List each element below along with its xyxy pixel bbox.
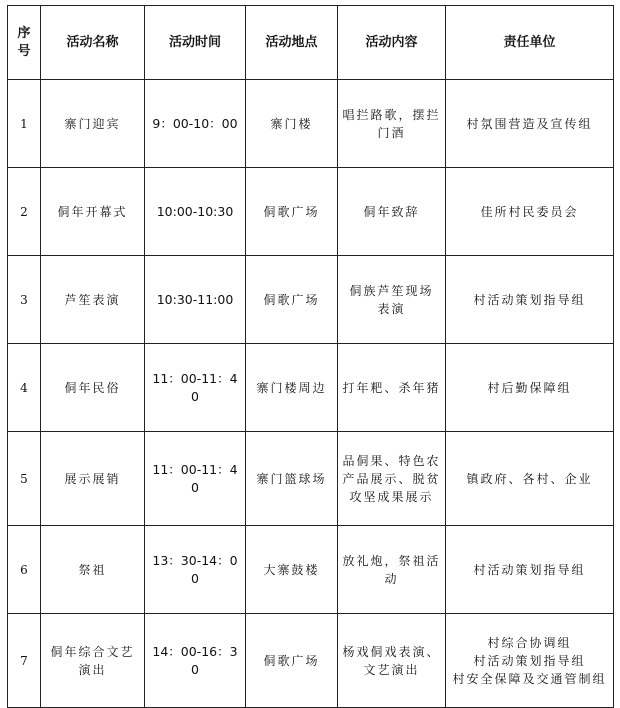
cell-responsible-unit-line: 村后勤保障组 [487, 380, 572, 395]
table-row [8, 80, 614, 168]
cell-responsible-unit [446, 80, 614, 168]
header-place: 活动地点 [246, 6, 338, 80]
cell-responsible-unit-line: 镇政府、各村、企业 [466, 471, 593, 486]
cell-activity-place: 侗歌广场 [246, 256, 338, 344]
table-row [8, 432, 614, 526]
cell-responsible-unit-line: 佳所村民委员会 [480, 204, 579, 219]
cell-activity-time: 11：00-11：40 [145, 432, 246, 526]
cell-no: 6 [8, 526, 41, 614]
cell-no: 2 [8, 168, 41, 256]
cell-activity-time: 10:00-10:30 [145, 168, 246, 256]
cell-responsible-unit [446, 344, 614, 432]
cell-responsible-unit-line: 村活动策划指导组 [473, 562, 586, 577]
cell-activity-content-line: 品侗果、特色农 [342, 453, 441, 468]
table-row [8, 526, 614, 614]
cell-activity-content-line: 表演 [377, 301, 406, 316]
cell-responsible-unit-line: 村氛围营造及宣传组 [466, 116, 593, 131]
cell-activity-content-line: 唱拦路歌，摆拦 [342, 107, 441, 122]
cell-no: 7 [8, 614, 41, 708]
cell-activity-name: 展示展销 [41, 432, 145, 526]
cell-activity-place: 寨门篮球场 [246, 432, 338, 526]
cell-activity-name: 侗年开幕式 [41, 168, 145, 256]
cell-activity-time: 14：00-16：30 [145, 614, 246, 708]
cell-responsible-unit [446, 168, 614, 256]
table-header-row [8, 6, 614, 80]
cell-activity-content-line: 放礼炮，祭祖活 [342, 553, 441, 568]
cell-activity-content [338, 526, 446, 614]
cell-responsible-unit-line: 村安全保障及交通管制组 [452, 671, 607, 686]
cell-activity-content-line: 动 [384, 571, 399, 586]
table-row [8, 256, 614, 344]
cell-activity-content [338, 80, 446, 168]
cell-activity-place: 寨门楼 [246, 80, 338, 168]
cell-activity-name: 祭祖 [41, 526, 145, 614]
header-time: 活动时间 [145, 6, 246, 80]
cell-responsible-unit [446, 256, 614, 344]
cell-activity-place: 寨门楼周边 [246, 344, 338, 432]
cell-activity-name: 侗年综合文艺演出 [41, 614, 145, 708]
cell-activity-time: 10:30-11:00 [145, 256, 246, 344]
cell-activity-time: 9：00-10：00 [145, 80, 246, 168]
table-body [8, 80, 614, 708]
cell-activity-place: 侗歌广场 [246, 168, 338, 256]
cell-activity-name: 侗年民俗 [41, 344, 145, 432]
cell-responsible-unit [446, 432, 614, 526]
cell-responsible-unit-line: 村活动策划指导组 [473, 292, 586, 307]
cell-no: 4 [8, 344, 41, 432]
header-content: 活动内容 [338, 6, 446, 80]
cell-no: 1 [8, 80, 41, 168]
schedule-sheet [7, 5, 613, 697]
header-no: 序号 [8, 6, 41, 80]
cell-activity-time: 13：30-14：00 [145, 526, 246, 614]
cell-activity-name: 芦笙表演 [41, 256, 145, 344]
cell-responsible-unit [446, 526, 614, 614]
table-row [8, 168, 614, 256]
cell-no: 5 [8, 432, 41, 526]
cell-activity-content-line: 文艺演出 [363, 662, 420, 677]
cell-activity-content [338, 432, 446, 526]
header-name: 活动名称 [41, 6, 145, 80]
cell-activity-content-line: 产品展示、脱贫 [342, 471, 441, 486]
cell-activity-content-line: 侗族芦笙现场 [349, 283, 434, 298]
cell-activity-time: 11：00-11：40 [145, 344, 246, 432]
table-row [8, 344, 614, 432]
cell-activity-place: 大寨鼓楼 [246, 526, 338, 614]
table-row [8, 614, 614, 708]
cell-activity-content-line: 打年粑、杀年猪 [342, 380, 441, 395]
cell-activity-content-line: 杨戏侗戏表演、 [342, 644, 441, 659]
cell-activity-content [338, 344, 446, 432]
cell-activity-content [338, 168, 446, 256]
cell-activity-content-line: 攻坚成果展示 [349, 489, 434, 504]
cell-activity-name: 寨门迎宾 [41, 80, 145, 168]
activity-schedule-table [7, 5, 614, 708]
cell-activity-content-line: 门酒 [377, 125, 406, 140]
cell-no: 3 [8, 256, 41, 344]
cell-responsible-unit [446, 614, 614, 708]
header-unit: 责任单位 [446, 6, 614, 80]
cell-activity-content [338, 256, 446, 344]
cell-responsible-unit-line: 村活动策划指导组 [473, 653, 586, 668]
cell-responsible-unit-line: 村综合协调组 [487, 635, 572, 650]
cell-activity-content-line: 侗年致辞 [363, 204, 420, 219]
cell-activity-content [338, 614, 446, 708]
cell-activity-place: 侗歌广场 [246, 614, 338, 708]
